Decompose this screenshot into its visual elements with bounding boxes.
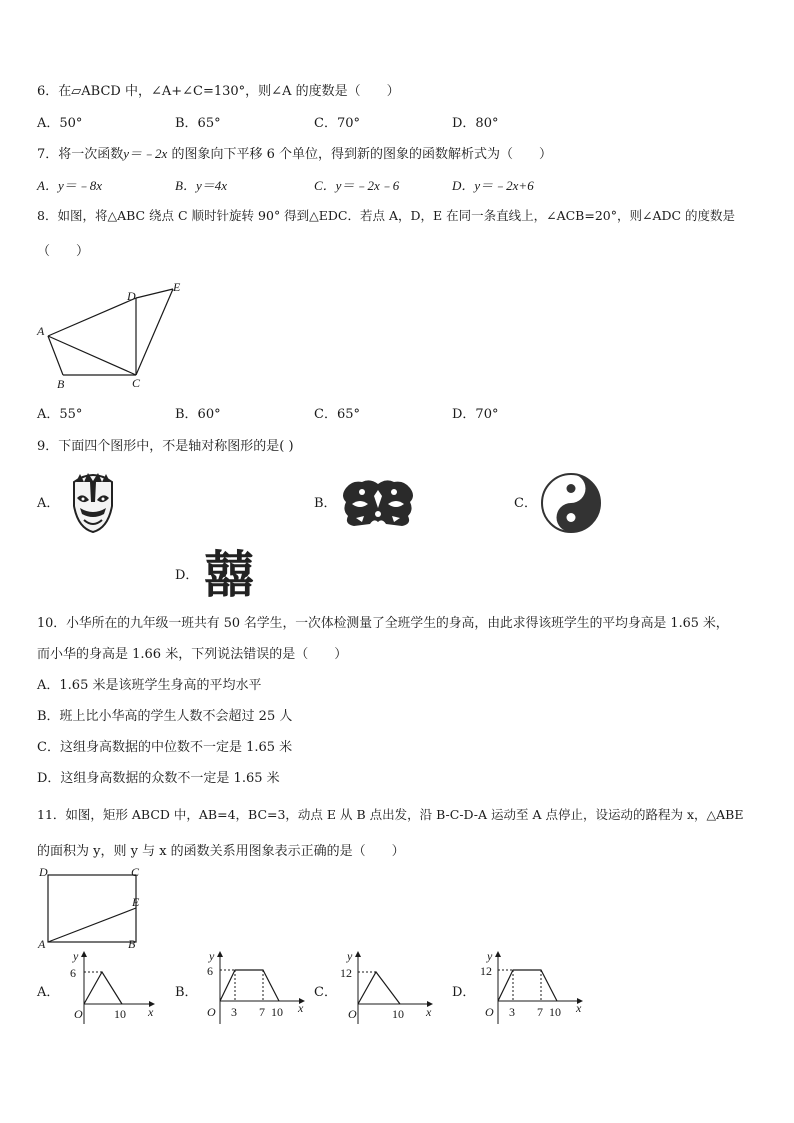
q11-graph-b-xtick-7: 7 <box>259 1005 265 1019</box>
q11-label-a: A <box>38 937 46 951</box>
q11-graph-c-xtick: 10 <box>392 1007 404 1021</box>
q11-label-e: E <box>132 895 140 909</box>
q7-option-a: A．y＝﹣8x <box>37 178 102 193</box>
q11-graph-a-curve <box>84 972 122 1004</box>
q7-stem-formula: y＝﹣2x <box>123 146 168 161</box>
q9-option-b: B． <box>314 496 337 511</box>
q11-graph-d-ymax: 12 <box>480 964 492 978</box>
q11-graph-c-xlabel: x <box>426 1005 432 1019</box>
q11-graph-a-origin: O <box>74 1007 83 1021</box>
q11-rectangle-abcd <box>48 875 136 942</box>
q11-graph-b-xtick-10: 10 <box>271 1005 283 1019</box>
q6-option-c: C．70° <box>314 116 360 131</box>
q9-stem: 9．下面四个图形中，不是轴对称图形的是( ) <box>37 439 294 454</box>
q11-graph-b-xtick-3: 3 <box>231 1005 237 1019</box>
q8-option-b: B．60° <box>175 407 221 422</box>
q11-graph-d-curve <box>498 970 557 1001</box>
q11-graph-d-xlabel: x <box>576 1001 582 1015</box>
q11-graph-b-ymax: 6 <box>207 964 213 978</box>
q7-stem <box>37 146 552 163</box>
q11-label-c: C <box>131 865 140 879</box>
q11-graph-d-xtick-7: 7 <box>537 1005 543 1019</box>
q11-rectangle-figure <box>36 866 156 950</box>
q9-option-d: D． <box>175 568 199 583</box>
q10-option-d: D．这组身高数据的众数不一定是 1.65 米 <box>37 771 280 786</box>
q11-graph-b <box>192 946 312 1028</box>
q11-graph-b-origin: O <box>207 1005 216 1019</box>
q8-stem-line2: （ ） <box>37 244 90 259</box>
q8-stem-line1: 8．如图，将△ABC 绕点 C 顺时针旋转 90° 得到△EDC．若点 A，D，E 在同一条直线上，∠ACB=20°，则∠ADC 的度数是 <box>37 208 736 223</box>
q8-segment-ad <box>48 298 136 336</box>
q11-graph-d-xtick-10: 10 <box>549 1005 561 1019</box>
q11-graph-c-ylabel: y <box>347 949 353 963</box>
q11-graph-b-xlabel: x <box>298 1001 304 1015</box>
q6-option-d: D．80° <box>452 116 499 131</box>
q8-segment-de <box>136 289 173 298</box>
q10-option-c: C．这组身高数据的中位数不一定是 1.65 米 <box>37 740 293 755</box>
q8-label-e: E <box>173 280 181 294</box>
q7-stem-post: 的图象向下平移 6 个单位，得到新的图象的函数解析式为（ ） <box>167 147 552 162</box>
q10-stem-line2: 而小华的身高是 1.66 米，下列说法错误的是（ ） <box>37 647 348 662</box>
q8-label-a: A <box>37 324 45 338</box>
q6-option-b: B．65° <box>175 116 221 131</box>
q8-figure <box>35 280 195 390</box>
q11-segment-ae <box>48 908 136 942</box>
q7-stem-pre: 7．将一次函数 <box>37 147 124 162</box>
q10-option-a: A．1.65 米是该班学生身高的平均水平 <box>37 678 262 693</box>
q11-stem-line2: 的面积为 y，则 y 与 x 的函数关系用图象表示正确的是（ ） <box>37 844 405 859</box>
q11-graph-a-ymax: 6 <box>70 966 76 980</box>
q8-label-d: D <box>127 289 136 303</box>
q9-option-a: A． <box>37 496 60 511</box>
q7-option-b: B．y＝4x <box>175 178 227 193</box>
q8-segment-ec <box>136 289 173 375</box>
q8-option-a: A．55° <box>37 407 83 422</box>
q10-stem-line1: 10．小华所在的九年级一班共有 50 名学生，一次体检测量了全班学生的身高，由此求得该班学生的平均身高是 1.65 米， <box>37 616 729 631</box>
q8-option-d: D．70° <box>452 407 499 422</box>
q7-option-c: C．y＝﹣2x﹣6 <box>314 178 400 193</box>
q11-label-d: D <box>39 865 48 879</box>
q11-label-b: B <box>128 937 136 951</box>
q11-graph-d-origin: O <box>485 1005 494 1019</box>
q11-stem-line1: 11．如图，矩形 ABCD 中，AB=4，BC=3，动点 E 从 B 点出发，沿 B-C-D-A 运动至 A 点停止，设运动的路程为 x，△ABE <box>37 807 744 822</box>
double-happiness-icon: 囍 <box>204 546 254 604</box>
dragon-pattern-icon <box>340 478 416 528</box>
q10-option-b: B．班上比小华高的学生人数不会超过 25 人 <box>37 709 293 724</box>
q11-graph-a-ylabel: y <box>73 949 79 963</box>
q6-stem: 6．在▱ABCD 中，∠A+∠C=130°，则∠A 的度数是（ ） <box>37 84 400 99</box>
q7-option-d: D．y＝﹣2x+6 <box>452 178 534 193</box>
q11-graph-b-ylabel: y <box>209 949 215 963</box>
q11-graph-a <box>56 946 166 1028</box>
q11-graph-c-origin: O <box>348 1007 357 1021</box>
q11-graph-c-curve <box>358 972 400 1004</box>
q9-option-c: C． <box>514 496 537 511</box>
q6-option-a: A．50° <box>37 116 83 131</box>
q11-graph-d <box>470 946 590 1028</box>
q11-graph-c <box>330 946 440 1028</box>
q11-graph-b-curve <box>220 970 279 1001</box>
q11-option-c: C． <box>314 985 337 1000</box>
q11-graph-d-xtick-3: 3 <box>509 1005 515 1019</box>
q11-graph-c-ymax: 12 <box>340 966 352 980</box>
opera-mask-icon <box>68 472 118 534</box>
q11-graph-d-ylabel: y <box>487 949 493 963</box>
q8-label-b: B <box>57 377 65 391</box>
q11-option-d: D． <box>452 985 476 1000</box>
q8-label-c: C <box>132 376 141 390</box>
yin-yang-icon <box>540 472 602 534</box>
q11-graph-a-xtick: 10 <box>114 1007 126 1021</box>
q11-option-b: B． <box>175 985 198 1000</box>
q11-option-a: A． <box>37 985 60 1000</box>
q11-graph-a-xlabel: x <box>148 1005 154 1019</box>
q8-option-c: C．65° <box>314 407 360 422</box>
